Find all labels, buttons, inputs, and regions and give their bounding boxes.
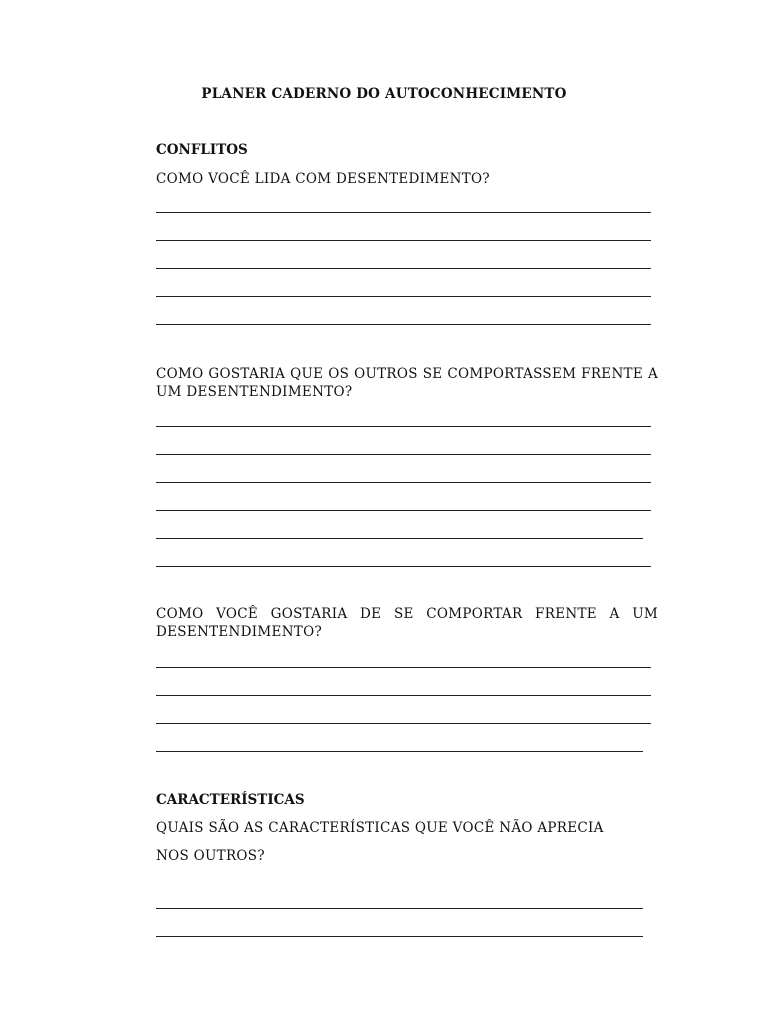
question-3: COMO VOCÊ GOSTARIA DE SE COMPORTAR FRENTE A UM DESENTENDIMENTO? bbox=[156, 606, 658, 640]
question-4-line-1: QUAIS SÃO AS CARACTERÍSTICAS QUE VOCÊ NÃO APRECIA bbox=[156, 820, 604, 836]
answer-line-2-3[interactable] bbox=[156, 482, 651, 483]
answer-line-1-3[interactable] bbox=[156, 268, 651, 269]
answer-line-3-4[interactable] bbox=[156, 751, 643, 752]
answer-line-1-4[interactable] bbox=[156, 296, 651, 297]
section-heading-caracteristicas: CARACTERÍSTICAS bbox=[156, 792, 305, 808]
answer-line-2-2[interactable] bbox=[156, 454, 651, 455]
answer-line-2-4[interactable] bbox=[156, 510, 651, 511]
answer-line-4-1[interactable] bbox=[156, 908, 643, 909]
answer-line-4-2[interactable] bbox=[156, 936, 643, 937]
answer-line-1-2[interactable] bbox=[156, 240, 651, 241]
answer-line-2-1[interactable] bbox=[156, 426, 651, 427]
question-1: COMO VOCÊ LIDA COM DESENTEDIMENTO? bbox=[156, 171, 490, 187]
answer-line-1-1[interactable] bbox=[156, 212, 651, 213]
answer-line-3-1[interactable] bbox=[156, 667, 651, 668]
answer-line-2-6[interactable] bbox=[156, 566, 651, 567]
answer-line-3-3[interactable] bbox=[156, 723, 651, 724]
answer-line-2-5[interactable] bbox=[156, 538, 643, 539]
answer-line-3-2[interactable] bbox=[156, 695, 651, 696]
question-2: COMO GOSTARIA QUE OS OUTROS SE COMPORTASSEM FRENTE A UM DESENTENDIMENTO? bbox=[156, 366, 658, 400]
answer-line-1-5[interactable] bbox=[156, 324, 651, 325]
section-heading-conflitos: CONFLITOS bbox=[156, 142, 248, 158]
question-4-line-2: NOS OUTROS? bbox=[156, 848, 265, 864]
page-title: PLANER CADERNO DO AUTOCONHECIMENTO bbox=[201, 86, 567, 102]
